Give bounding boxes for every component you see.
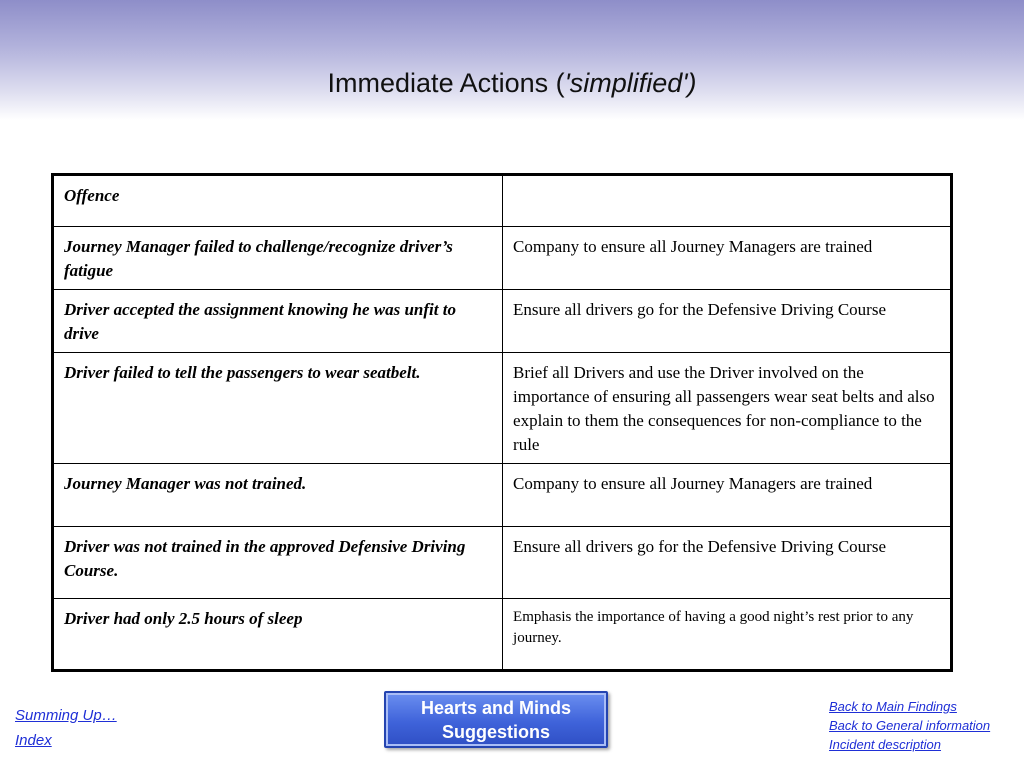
action-cell: Brief all Drivers and use the Driver involved on the importance of ensuring all passengers wear seat belts and also explain to them the consequences for non-compliance to the rule — [503, 353, 952, 464]
hearts-and-minds-button[interactable] — [384, 691, 608, 748]
incident-description-link[interactable]: Incident description — [829, 737, 942, 752]
back-to-main-findings-link[interactable]: Back to Main Findings — [829, 699, 957, 714]
offence-cell: Driver accepted the assignment knowing he was unfit to drive — [53, 290, 503, 353]
table-row — [53, 353, 952, 464]
action-cell: Company to ensure all Journey Managers are trained — [503, 464, 952, 527]
offence-cell: Driver had only 2.5 hours of sleep — [53, 599, 503, 671]
table-row — [53, 527, 952, 599]
index-link[interactable]: Index — [15, 732, 52, 749]
title-main: Immediate Actions ( — [327, 68, 565, 98]
offence-cell: Journey Manager failed to challenge/recognize driver’s fatigue — [53, 227, 503, 290]
action-cell: Emphasis the importance of having a good night’s rest prior to any journey. — [503, 599, 952, 671]
table-row — [53, 227, 952, 290]
hearts-and-minds-label: Hearts and Minds Suggestions — [420, 697, 572, 742]
table-row — [53, 464, 952, 527]
table-header-row — [53, 175, 952, 227]
summing-up-link[interactable]: Summing Up… — [15, 707, 117, 724]
offence-cell: Driver failed to tell the passengers to wear seatbelt. — [53, 353, 503, 464]
action-cell: Company to ensure all Journey Managers are trained — [503, 227, 952, 290]
actions-table — [51, 173, 953, 672]
page-title — [0, 68, 1024, 99]
header-band — [0, 0, 1024, 120]
action-cell: Ensure all drivers go for the Defensive Driving Course — [503, 290, 952, 353]
title-italic: 'simplified') — [564, 68, 697, 98]
action-cell: Ensure all drivers go for the Defensive Driving Course — [503, 527, 952, 599]
table-row — [53, 290, 952, 353]
back-to-general-information-link[interactable]: Back to General information — [829, 718, 991, 733]
table-row — [53, 599, 952, 671]
offence-cell: Driver was not trained in the approved Defensive Driving Course. — [53, 527, 503, 599]
action-header — [503, 175, 952, 227]
offence-header: Offence — [53, 175, 503, 227]
offence-cell: Journey Manager was not trained. — [53, 464, 503, 527]
